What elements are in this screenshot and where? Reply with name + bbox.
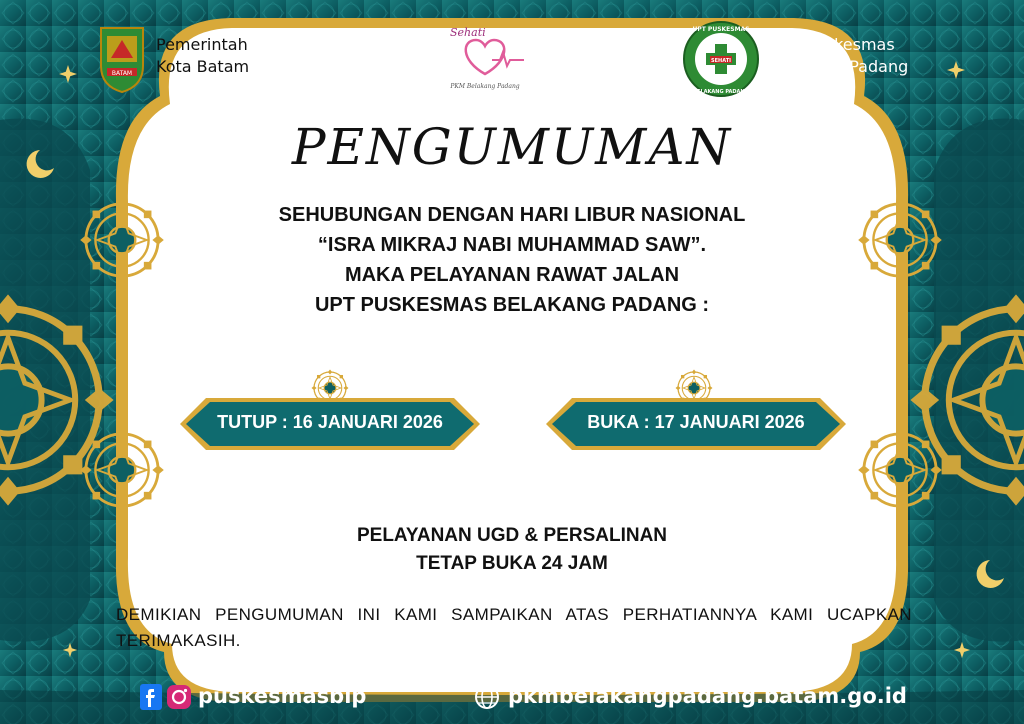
intro-line: SEHUBUNGAN DENGAN HARI LIBUR NASIONAL (278, 204, 746, 226)
badge-bottom-text: BELAKANG PADANG (693, 89, 749, 95)
social-handle[interactable]: puskesmasblp (198, 684, 367, 708)
emergency-notice (0, 522, 1024, 578)
intro-line: “ISRA MIKRAJ NABI MUHAMMAD SAW”. (317, 234, 707, 256)
badge-center-text: SEHATI (711, 58, 731, 64)
closing-paragraph: DEMIKIAN PENGUMUMAN INI KAMI SAMPAIKAN ATAS PERHATIANNYA KAMI UCAPKAN TERIMAKASIH. (116, 605, 912, 650)
facebook-icon[interactable] (140, 684, 162, 710)
heart-logo-icon (440, 22, 530, 92)
instagram-icon[interactable] (166, 684, 192, 710)
notice-line: PELAYANAN UGD & PERSALINAN (356, 525, 668, 546)
closed-date-label: TUTUP : 16 JANUARI 2026 (217, 412, 443, 432)
header-right-line1: UPT Puskesmas (770, 35, 895, 54)
header-right-line2: Belakang Padang (770, 57, 909, 76)
header-left-text (156, 34, 249, 78)
header-left-line2: Kota Batam (156, 57, 250, 76)
intro-text (0, 200, 1024, 320)
puskesmas-badge-icon (682, 20, 760, 98)
badge-top-text: UPT PUSKESMAS (692, 26, 750, 33)
globe-icon (474, 684, 500, 710)
city-emblem-icon (97, 22, 147, 94)
website-link[interactable]: pkmbelakangpadang.batam.go.id (508, 684, 907, 708)
intro-line: MAKA PELAYANAN RAWAT JALAN (344, 264, 680, 286)
open-date-label: BUKA : 17 JANUARI 2026 (587, 412, 805, 432)
header-right-text (770, 34, 908, 78)
intro-line: UPT PUSKESMAS BELAKANG PADANG : (314, 294, 710, 316)
heart-logo-caption: PKM Belakang Padang (450, 83, 520, 90)
notice-line: TETAP BUKA 24 JAM (416, 553, 608, 574)
page-title: PENGUMUMAN (291, 118, 733, 176)
heart-logo-script: Sehati (450, 26, 486, 39)
emblem-text: BATAM (111, 70, 133, 77)
header-left-line1: Pemerintah (156, 35, 248, 54)
